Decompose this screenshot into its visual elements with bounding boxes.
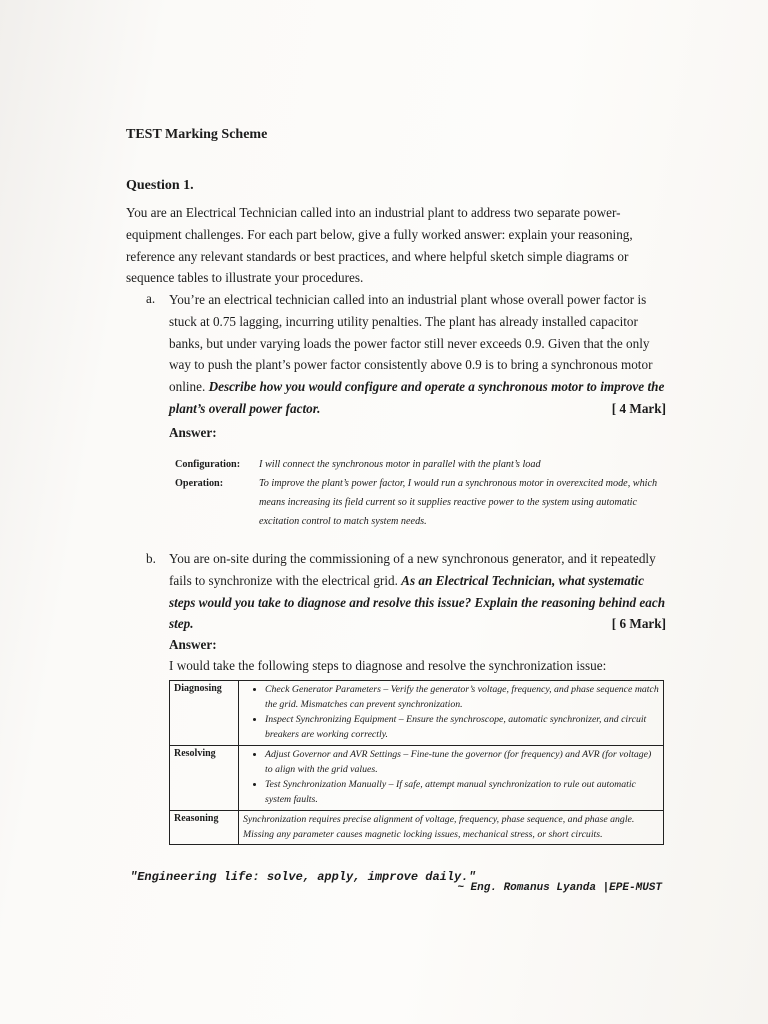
operation-label: Operation: [175, 478, 224, 489]
table-row-reasoning [170, 811, 664, 845]
configuration-row [175, 455, 670, 474]
document-title: TEST Marking Scheme [126, 127, 268, 142]
configuration-label: Configuration: [175, 459, 241, 470]
synchronization-table [169, 680, 664, 845]
row-label-diagnosing: Diagnosing [170, 681, 239, 746]
part-a-text: You’re an electrical technician called into an industrial plant whose overall power factor is stuck at 0.75 lagging, incurring utility penalties. The plant has already installed capacitor banks, but under varying loads the power factor still never exceeds 0.9. Given that the only way to push the plant’s power factor consistently above 0.9 is to bring a synchronous motor online. [169, 292, 653, 395]
footer-signature: ~ Eng. Romanus Lyanda |EPE-MUST [457, 882, 662, 894]
operation-row [175, 474, 670, 531]
list-item: • Inspect Synchronizing Equipment – Ensure the synchroscope, automatic synchronizer, and circuit breakers are working correctly. [265, 713, 659, 742]
part-a-question [169, 289, 666, 420]
footer-quote: "Engineering life: solve, apply, improve daily." [130, 870, 476, 884]
row-label-reasoning: Reasoning [170, 811, 239, 845]
part-a-letter: a. [146, 291, 156, 306]
part-b-answer-label: Answer: [169, 637, 217, 652]
part-b-text: You are on-site during the commissioning of a new synchronous generator, and it repeatedly fails to synchronize with the electrical grid. [169, 551, 656, 588]
table-row-diagnosing [170, 681, 664, 746]
part-a-answer [175, 455, 670, 531]
list-item: • Adjust Governor and AVR Settings – Fine-tune the governor (for frequency) and AVR (for voltage) to align with the grid values. [265, 748, 659, 777]
configuration-text: I will connect the synchronous motor in parallel with the plant’s load [259, 459, 541, 470]
list-item: • Test Synchronization Manually – If safe, attempt manual synchronization to rule out automatic system faults. [265, 778, 659, 807]
row-label-resolving: Resolving [170, 746, 239, 811]
diagnosing-cell [239, 681, 664, 746]
part-a-marks: [ 4 Mark] [611, 400, 666, 416]
list-item: • Check Generator Parameters – Verify the generator’s voltage, frequency, and phase sequence match the grid. Mismatches can prevent synchronization. [265, 683, 659, 712]
table-row-resolving [170, 746, 664, 811]
question-heading: Question 1. [126, 178, 194, 193]
part-b-marks: [ 6 Mark] [611, 616, 666, 632]
part-a-task: Describe how you would configure and operate a synchronous motor to improve the plant’s overall power factor. [169, 379, 665, 416]
part-b-letter: b. [146, 551, 156, 566]
resolving-cell [239, 746, 664, 811]
reasoning-cell: Synchronization requires precise alignment of voltage, frequency, phase sequence, and phase angle. Missing any parameter causes magnetic locking issues, mechanical stress, or short circuits. [239, 811, 664, 845]
question-intro: You are an Electrical Technician called into an industrial plant to address two separate power-equipment challenges. For each part below, give a fully worked answer: explain your reasoning, reference any relevant standards or best practices, and where helpful sketch simple diagrams or sequence tables to illustrate your procedures. [126, 205, 633, 286]
part-b-task: As an Electrical Technician, what systematic steps would you take to diagnose and resolve this issue? Explain the reasoning behind each step. [169, 572, 666, 632]
part-b-lead: I would take the following steps to diagnose and resolve the synchronization issue: [169, 658, 607, 673]
part-a-answer-label: Answer: [169, 425, 217, 440]
part-b-question [169, 548, 666, 635]
operation-text: To improve the plant’s power factor, I would run a synchronous motor in overexcited mode, which means increasing its field current so it supplies reactive power to the system using automatic excitation control to match system needs. [259, 478, 658, 527]
